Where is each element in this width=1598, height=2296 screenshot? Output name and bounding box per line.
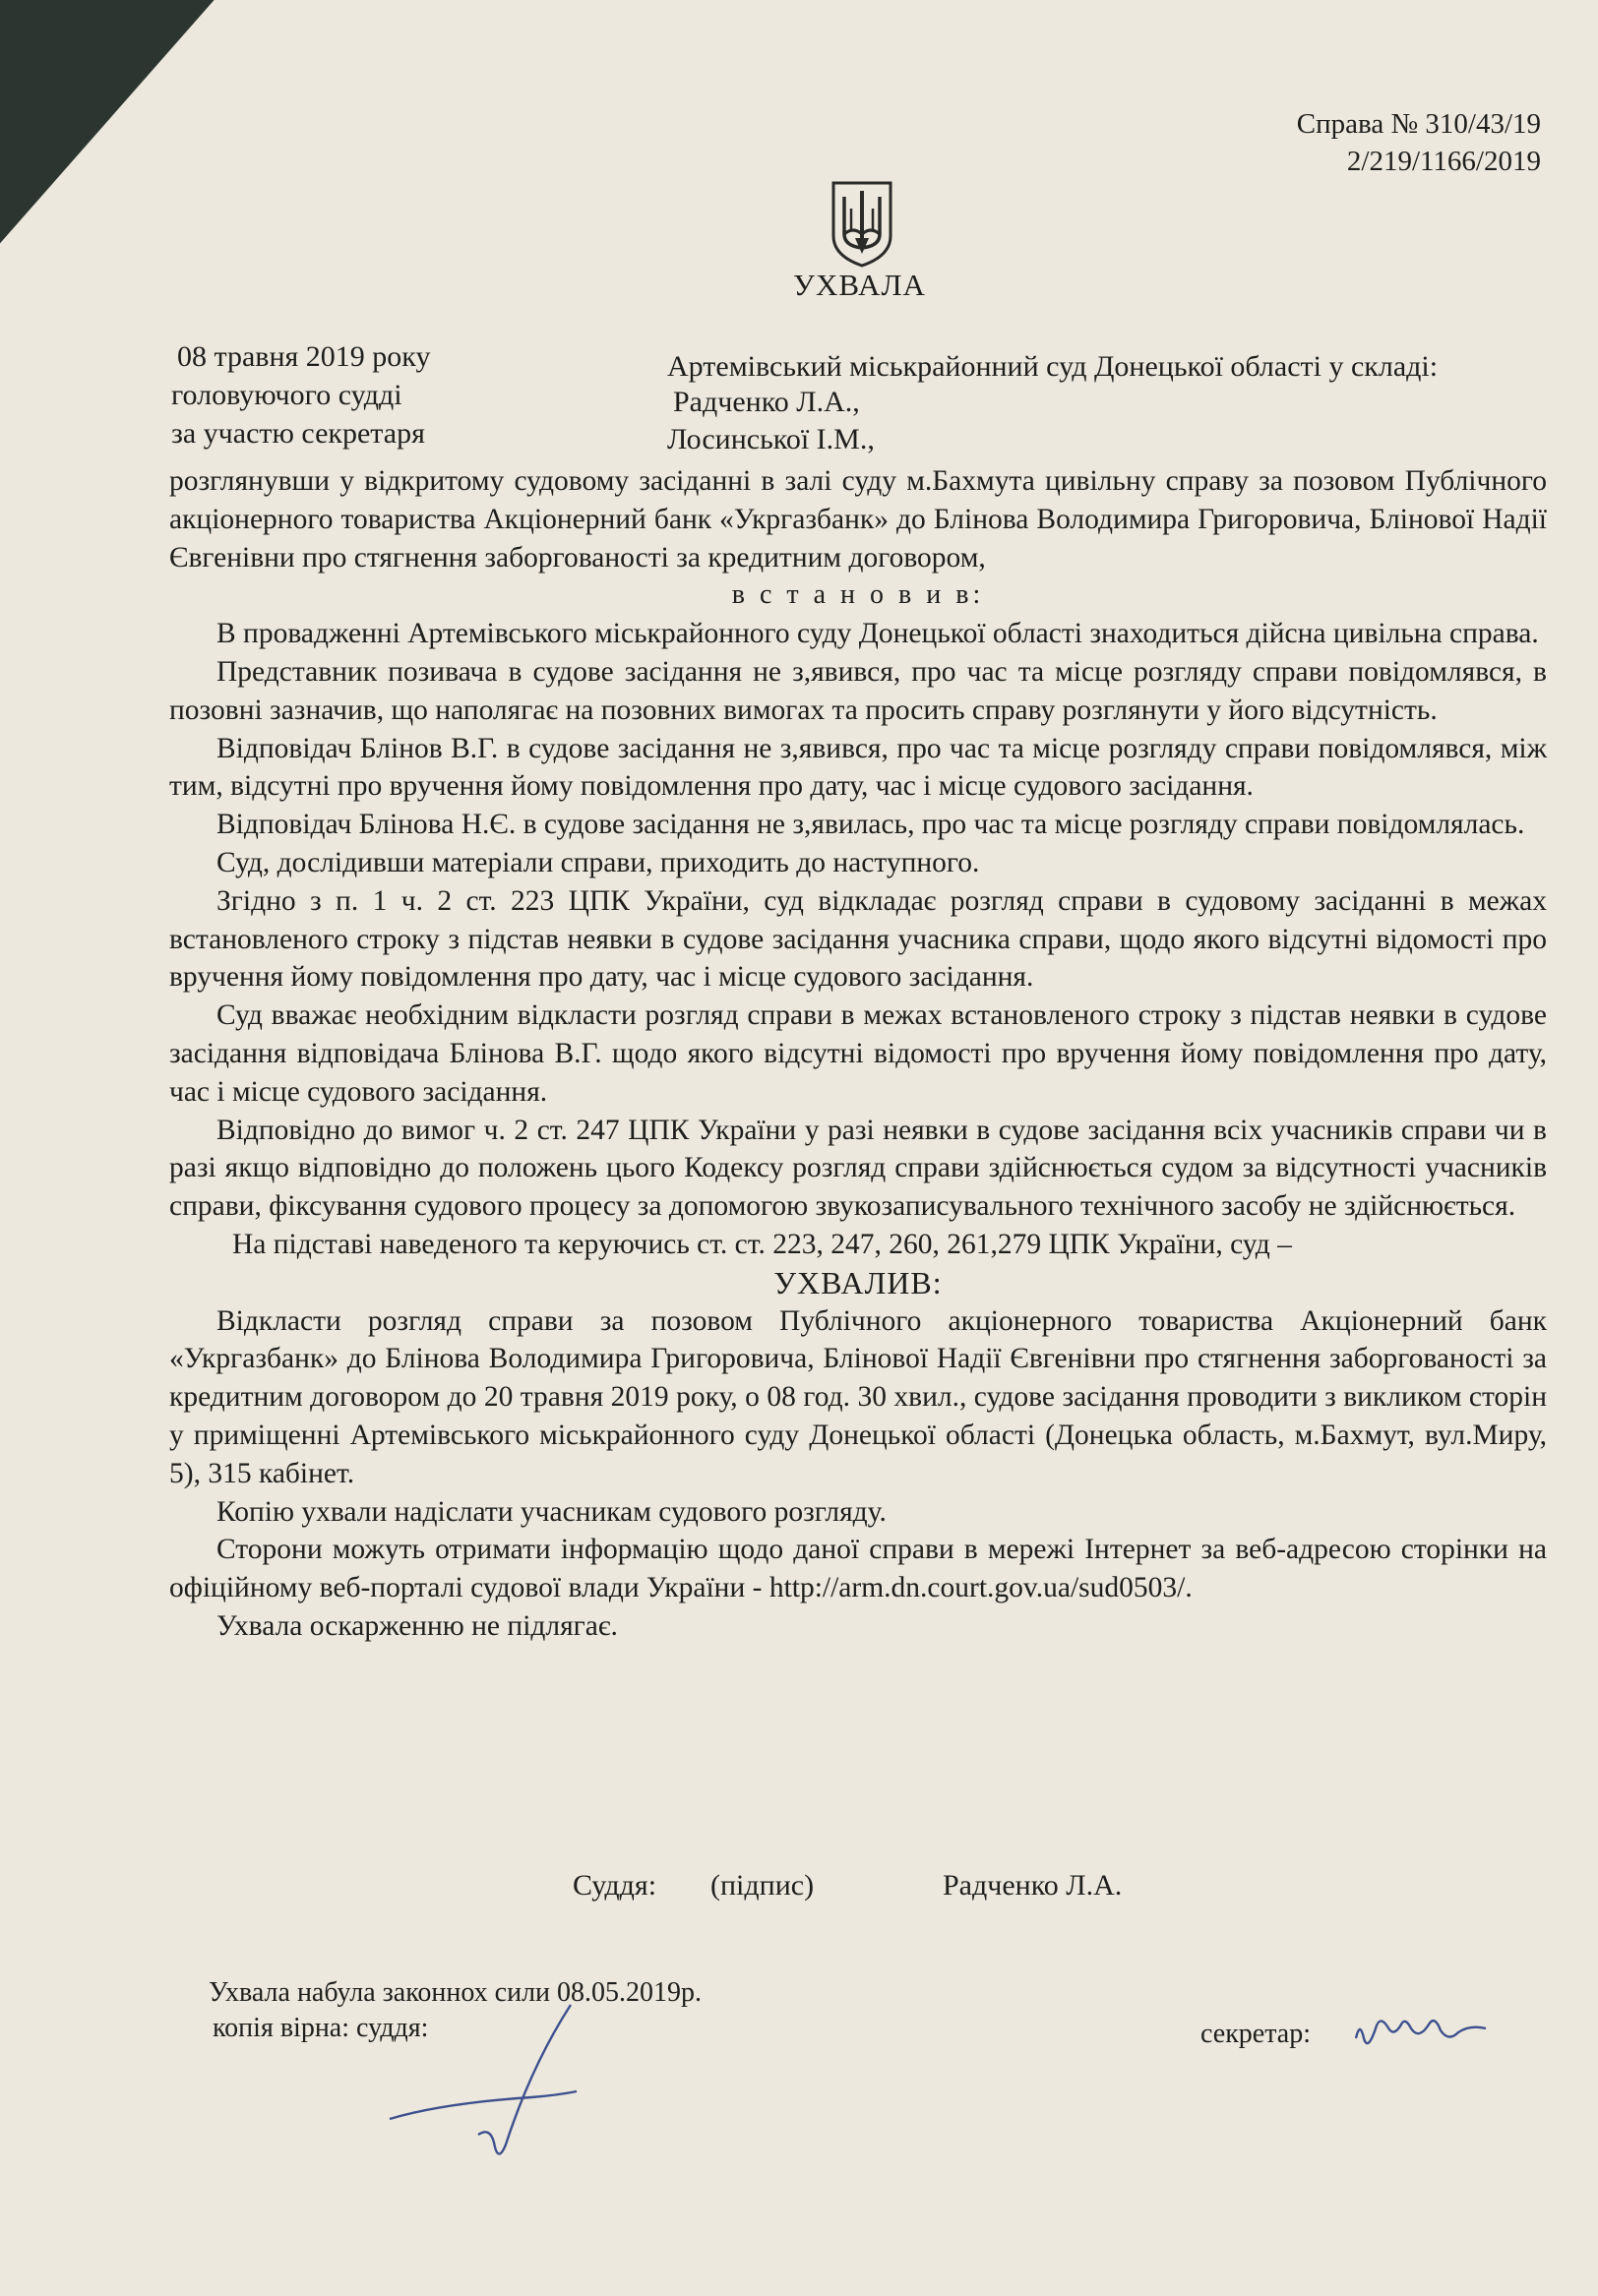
secretary-label: за участю секретаря (171, 417, 425, 450)
intro-paragraph: розглянувши у відкритому судовому засіданні в залі суду м.Бахмута цивільну справу за позовом Публічного акціонерного товариства Акціонерний банк «Укргазбанк» до Блінова Володимира Григоровича, Блінової Надії Євгенівни про стягнення заборгованості за кредитним договором, (169, 465, 1547, 574)
case-proceeding-number: 2/219/1166/2019 (1346, 146, 1541, 177)
judge-signature-label: Суддя: (573, 1869, 657, 1902)
body-paragraph: Згідно з п. 1 ч. 2 ст. 223 ЦПК України, суд відкладає розгляд справи в судовому засіданні в межах встановленого строку з підстав неявки в судове засідання учасника справи, щодо якого відсутні відомості про вручення йому повідомлення про дату, час і місце судового засідання. (169, 884, 1547, 994)
signed-note: (підпис) (710, 1869, 815, 1902)
judge-handwritten-signature (384, 1997, 600, 2164)
body-paragraph: На підставі наведеного та керуючись ст. ст. 223, 247, 260, 261,279 ЦПК України, суд – (232, 1228, 1292, 1260)
established-heading: в с т а н о в и в: (731, 579, 985, 611)
copy-certified-label: копія вірна: суддя: (213, 2013, 429, 2043)
document-title: УХВАЛА (793, 268, 926, 302)
secretary-handwritten-signature (1350, 1995, 1498, 2064)
body-paragraph: Представник позивача в судове засідання не з,явився, про час та місце розгляду справи повідомлявся, в позовні зазначив, що наполягає на позовних вимогах та просить справу розглянути у його відсутність. (169, 655, 1547, 726)
body-paragraph: Відповідно до вимог ч. 2 ст. 247 ЦПК України у разі неявки в судове засідання всіх учасників справи чи в разі якщо відповідно до положень цього Кодексу розгляд справи здійснюється судом за відсутності учасників справи, фіксування судового процесу за допомогою звукозаписувального технічного засобу не здійснюється. (169, 1114, 1547, 1223)
ukraine-trident-emblem-icon (830, 179, 894, 268)
effective-date-note: Ухвала набула законнох сили 08.05.2019р. (209, 1977, 703, 2008)
resolution-paragraph: Ухвала оскарженню не підлягає. (216, 1609, 618, 1642)
resolved-heading: УХВАЛИВ: (773, 1264, 943, 1300)
ruling-date: 08 травня 2019 року (177, 340, 431, 373)
presiding-judge-name: Радченко Л.А., (673, 386, 860, 418)
body-paragraph: В провадженні Артемівського міськрайонного суду Донецької області знаходиться дійсна цивільна справа. (216, 618, 1539, 650)
body-paragraph: Суд вважає необхідним відкласти розгляд справи в межах встановленого строку з підстав неявки в судове засідання відповідача Блінова В.Г. щодо якого відсутні відомості про вручення йому повідомлення про дату, час і місце судового засідання. (169, 999, 1547, 1108)
resolution-paragraph: Відкласти розгляд справи за позовом Публічного акціонерного товариства Акціонерний банк «Укргазбанк» до Блінова Володимира Григоровича, Блінової Надії Євгенівни про стягнення заборгованості за кредитним договором до 20 травня 2019 року, о 08 год. 30 хвил., судове засідання проводити з викликом сторін у приміщенні Артемівського міськрайонного суду Донецької області (Донецька область, м.Бахмут, вул.Миру, 5), 315 кабінет. (169, 1304, 1547, 1489)
body-paragraph: Відповідач Блінова Н.Є. в судове засідання не з,явилась, про час та місце розгляду справи повідомлялась. (216, 809, 1525, 841)
secretary-footer-label: секретар: (1200, 2019, 1312, 2049)
case-number: Справа № 310/43/19 (1296, 108, 1541, 140)
body-paragraph: Суд, дослідивши матеріали справи, приходить до наступного. (216, 846, 980, 878)
body-paragraph: Відповідач Блінов В.Г. в судове засідання не з,явився, про час та місце розгляду справи повідомлявся, між тим, відсутні про вручення йому повідомлення про дату, час і місце судового засідання. (169, 732, 1547, 803)
ruling-body (169, 462, 1547, 1646)
resolution-paragraph: Сторони можуть отримати інформацію щодо даної справи в мережі Інтернет за веб-адресою сторінки на офіційному веб-порталі судової влади України - http://arm.dn.court.gov.ua/sud0503/. (169, 1534, 1547, 1604)
resolution-paragraph: Копію ухвали надіслати учасникам судового розгляду. (216, 1495, 887, 1528)
court-composition: Артемівський міськрайонний суд Донецької області у складі: (667, 350, 1439, 383)
secretary-name: Лосинської І.М., (667, 423, 875, 455)
judge-signature-name: Радченко Л.А. (943, 1869, 1123, 1902)
presiding-judge-label: головуючого судді (171, 379, 402, 411)
